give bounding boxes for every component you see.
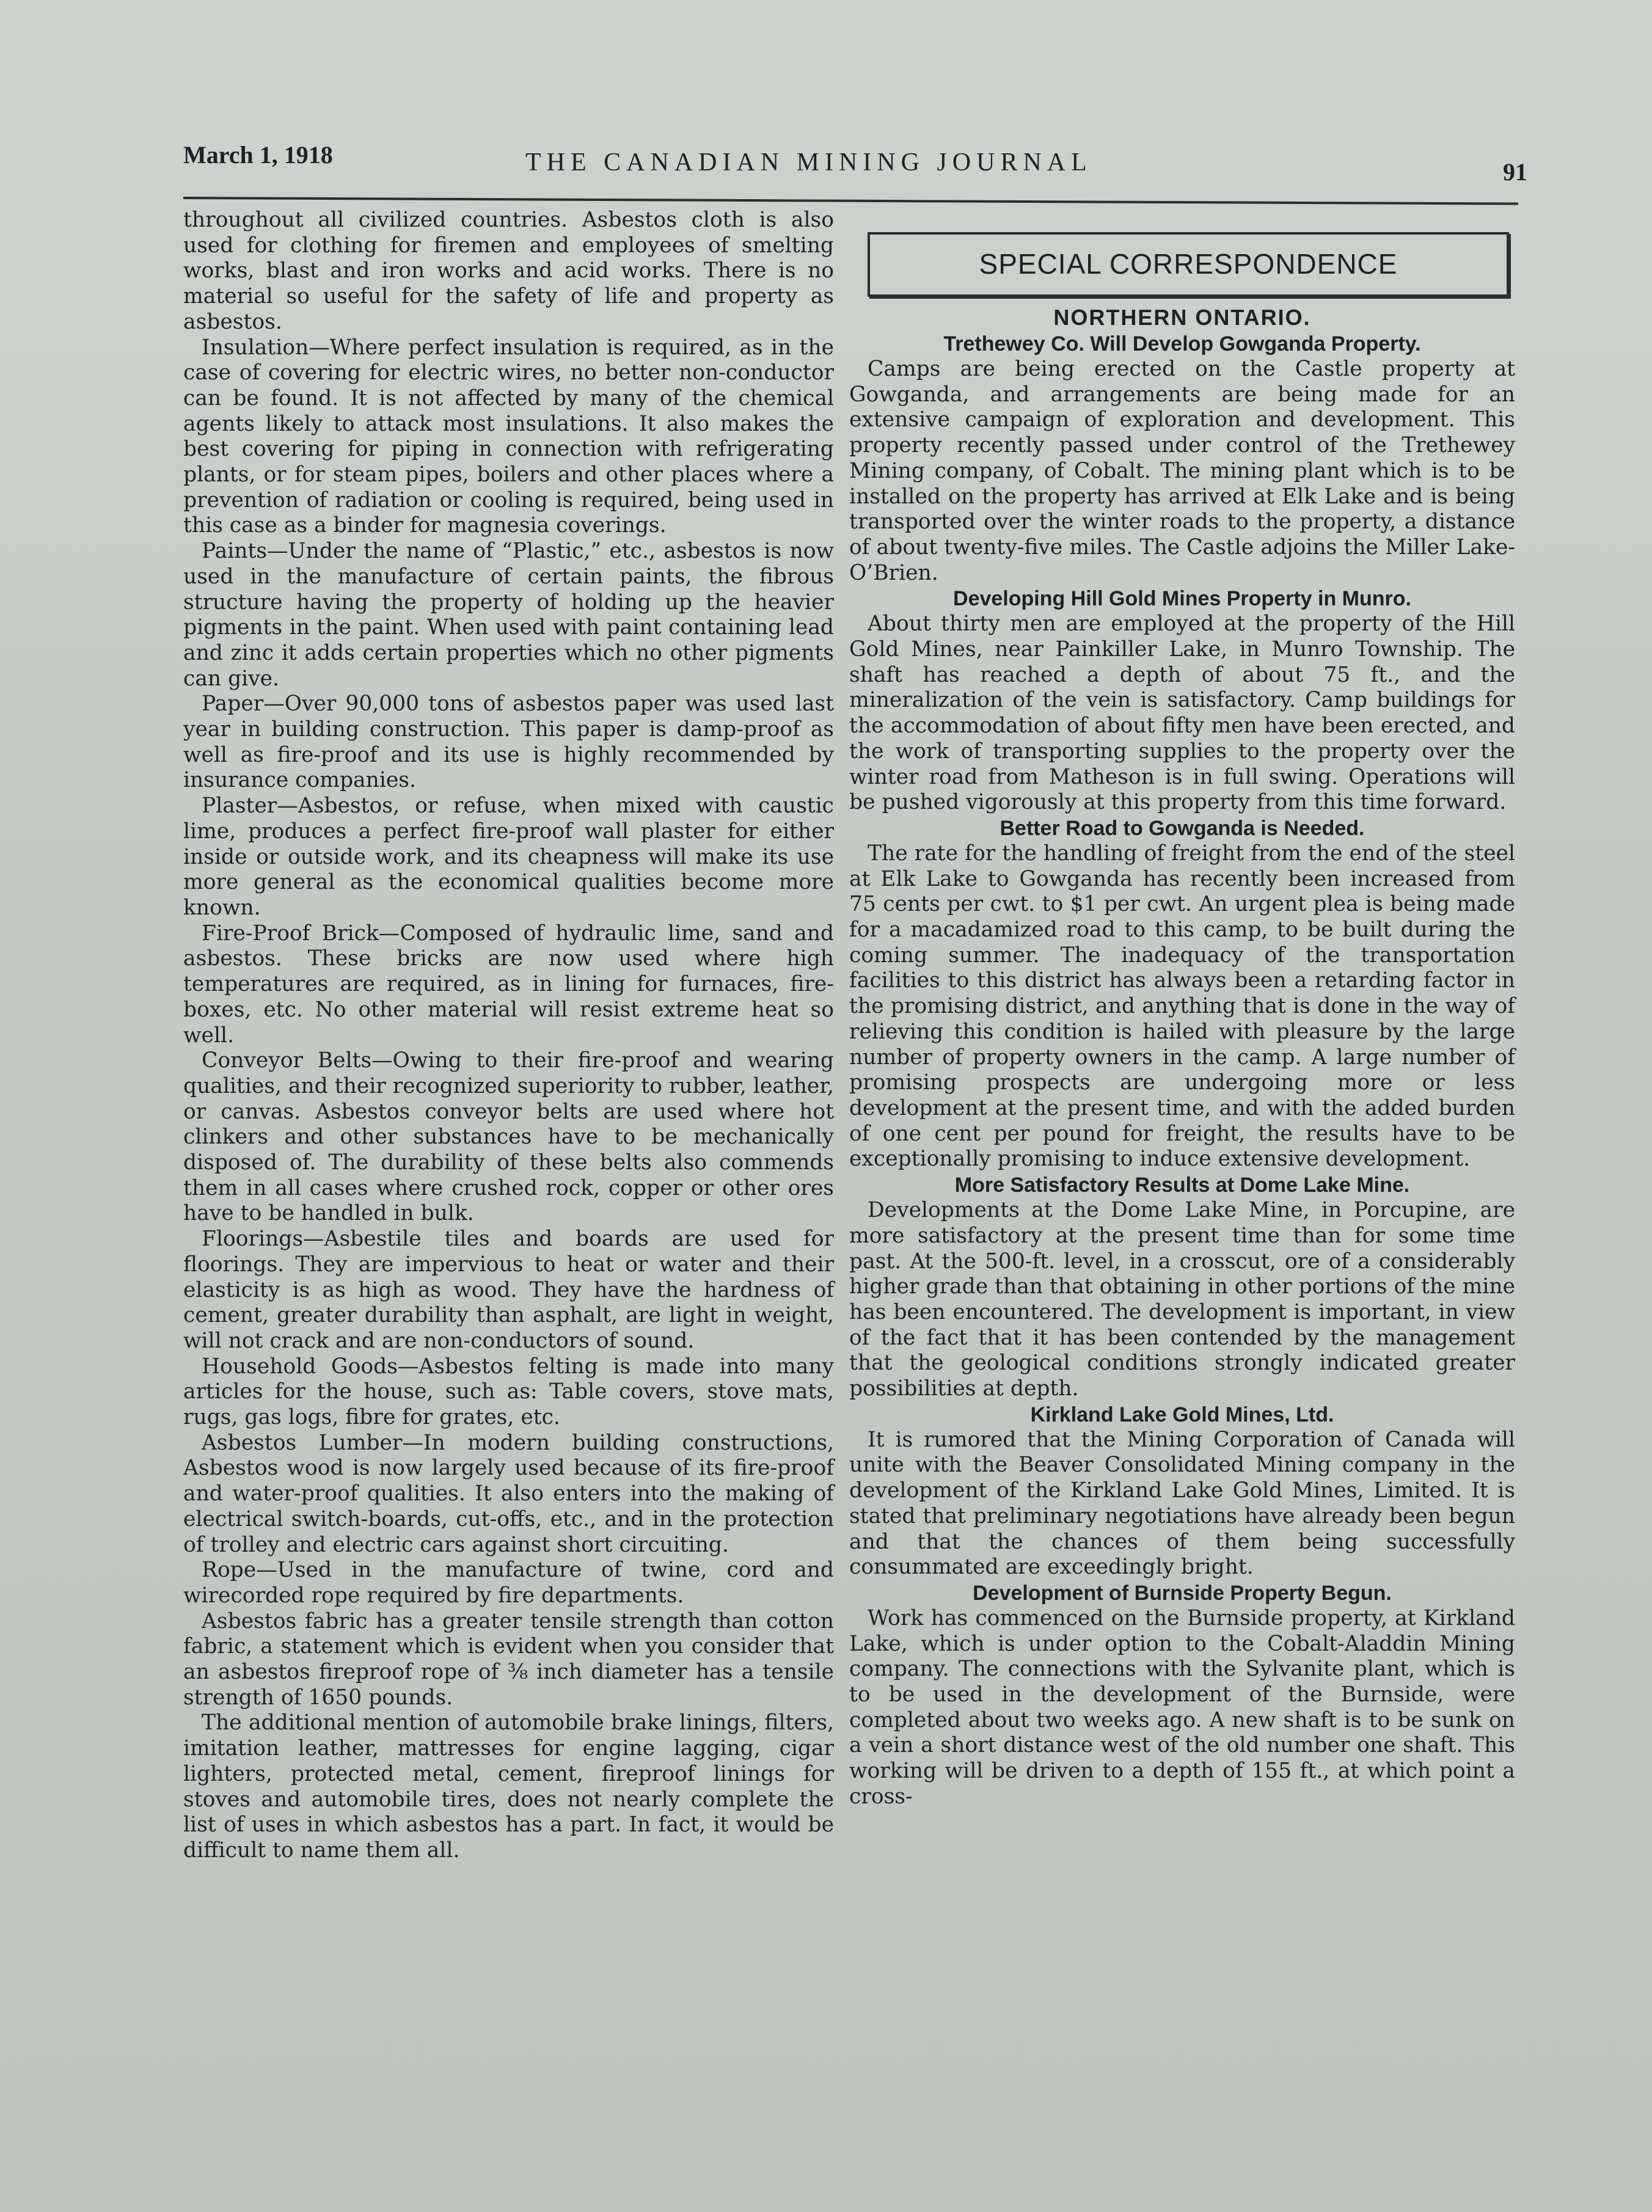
article-heading: Kirkland Lake Gold Mines, Ltd. [1030, 1403, 1334, 1426]
left-column [183, 208, 834, 1864]
page-number: 91 [1503, 158, 1527, 186]
article-body: Camps are being erected on the Castle property at Gowganda, and arrangements are being made for an extensive campaign of exploration and development. This property recently passed under control of the Trethewey Mining company, of Cobalt. The mining plant which is to be installed on the property has arrived at Elk Lake and is being transported over the winter roads to the property, a distance of about twenty-five miles. The Castle adjoins the Miller Lake-O’Brien. [849, 357, 1515, 585]
section-box [868, 232, 1509, 297]
article-body: Work has commenced on the Burnside property, at Kirkland Lake, which is under option to the Cobalt-Aladdin Mining company. The connections with the Sylvanite plant, which is to be used in the development of the Burnside, were completed about two weeks ago. A new shaft is to be sunk on a vein a short distance west of the old number one shaft. This working will be driven to a depth of 155 ft., at which point a cross- [849, 1605, 1515, 1809]
paragraph-household-goods: Household Goods—Asbestos felting is made into many articles for the house, such as: Table covers, stove mats, rugs, gas logs, fibre for grates, etc. [183, 1354, 834, 1430]
article-heading: Better Road to Gowganda is Needed. [1000, 816, 1365, 840]
article-body: The rate for the handling of freight from the end of the steel at Elk Lake to Gowganda has recently been increased from 75 cents per cwt. to $1 per cwt. An urgent plea is being made for a macadamized road to this camp, to be built during the coming summer. The inadequacy of the transportation facilities to this district has always been a retarding factor in the promising district, and anything that is done in the way of relieving this condition is hailed with pleasure by the large number of property owners in the camp. A large number of promising prospects are undergoing more or less development at the present time, and with the added burden of one cent per pound for freight, the results have to be exceptionally promising to induce extensive development. [849, 841, 1515, 1172]
paragraph-rope: Rope—Used in the manufacture of twine, cord and wirecorded rope required by fire departments. [183, 1558, 834, 1608]
article-body: About thirty men are employed at the property of the Hill Gold Mines, near Painkiller Lake, in Munro Township. The shaft has reached a depth of about 75 ft., and the mineralization of the vein is satisfactory. Camp buildings for the accommodation of about fifty men have been erected, and the work of transporting supplies to the property over the winter road from Matheson is in full swing. Operations will be pushed vigorously at this property from this time forward. [849, 611, 1515, 815]
article-body: It is rumored that the Mining Corporation of Canada will unite with the Beaver Consolidated Mining company in the development of the Kirkland Lake Gold Mines, Limited. It is stated that preliminary negotiations have already been begun and that the chances of them being successfully consummated are exceedingly bright. [849, 1427, 1515, 1580]
paragraph-paints: Paints—Under the name of “Plastic,” etc., asbestos is now used in the manufacture of certain paints, the fibrous structure having the property of holding up the heavier pigments in the paint. When used with paint containing lead and zinc it adds certain properties which no other pigments can give. [183, 539, 834, 691]
paragraph-paper: Paper—Over 90,000 tons of asbestos paper was used last year in building construction. This paper is damp-proof as well as fire-proof and its use is highly recommended by insurance companies. [183, 692, 834, 793]
region-heading: NORTHERN ONTARIO. [1053, 305, 1311, 330]
paragraph-additional-uses: The additional mention of automobile brake linings, filters, imitation leather, mattresses for engine lagging, cigar lighters, protected metal, cement, fireproof linings for stoves and automobile tires, does not nearly complete the list of uses in which asbestos has a part. In fact, it would be difficult to name them all. [183, 1710, 834, 1863]
paragraph-asbestos-fabric: Asbestos fabric has a greater tensile strength than cotton fabric, a statement which is evident when you consider that an asbestos fireproof rope of ⅜ inch diameter has a tensile strength of 1650 pounds. [183, 1608, 834, 1710]
right-column [849, 208, 1515, 1810]
paragraph-plaster: Plaster—Asbestos, or refuse, when mixed with caustic lime, produces a perfect fire-proof wall plaster for either inside or outside work, and its cheapness will make its use more general as the economical qualities become more known. [183, 794, 834, 920]
article-heading: Developing Hill Gold Mines Property in Munro. [953, 587, 1411, 611]
article-heading: Trethewey Co. Will Develop Gowganda Property. [943, 332, 1421, 356]
article-heading: Development of Burnside Property Begun. [973, 1581, 1392, 1605]
paragraph-fire-proof-brick: Fire-Proof Brick—Composed of hydraulic lime, sand and asbestos. These bricks are now used where high temperatures are required, as in lining for furnaces, fire-boxes, etc. No other material will resist extreme heat so well. [183, 921, 834, 1048]
running-header [183, 141, 1527, 189]
article-heading: More Satisfactory Results at Dome Lake Mine. [954, 1174, 1410, 1197]
paragraph-floorings: Floorings—Asbestile tiles and boards are used for floorings. They are impervious to heat or water and their elasticity is as high as wood. They have the hardness of cement, greater durability than asphalt, are light in weight, will not crack and are non-conductors of sound. [183, 1227, 834, 1353]
journal-title: THE CANADIAN MINING JOURNAL [525, 148, 1092, 177]
paragraph-insulation: Insulation—Where perfect insulation is required, as in the case of covering for electric wires, no better non-conductor can be found. It is not affected by many of the chemical agents likely to attack most insulations. It also makes the best covering for piping in connection with refrigerating plants, or for steam pipes, boilers and other places where a prevention of radiation or cooling is required, being used in this case as a binder for magnesia coverings. [183, 335, 834, 538]
paragraph-conveyor-belts: Conveyor Belts—Owing to their fire-proof and wearing qualities, and their recognized superiority to rubber, leather, or canvas. Asbestos conveyor belts are used where hot clinkers and other substances have to be mechanically disposed of. The durability of these belts also commends them in all cases where crushed rock, copper or other ores have to be handled in bulk. [183, 1048, 835, 1226]
paragraph-asbestos-lumber: Asbestos Lumber—In modern building constructions, Asbestos wood is now largely used because of its fire-proof and water-proof qualities. It also enters into the making of electrical switch-boards, cut-offs, etc., and in the protection of trolley and electric cars against short circuiting. [183, 1430, 834, 1557]
article-body: Developments at the Dome Lake Mine, in Porcupine, are more satisfactory at the present time than for some time past. At the 500-ft. level, in a crosscut, ore of a considerably higher grade than that obtaining in other portions of the mine has been encountered. The development is important, in view of the fact that it has been contended by the management that the geological conditions strongly indicated greater possibilities at depth. [849, 1198, 1515, 1401]
section-title: SPECIAL CORRESPONDENCE [979, 248, 1398, 280]
header-rule [183, 197, 1518, 205]
issue-date: March 1, 1918 [183, 141, 333, 169]
paragraph-asbestos-cloth: throughout all civilized countries. Asbestos cloth is also used for clothing for firemen and employees of smelting works, blast and iron works and acid works. There is no material so useful for the safety of life and property as asbestos. [183, 208, 834, 334]
